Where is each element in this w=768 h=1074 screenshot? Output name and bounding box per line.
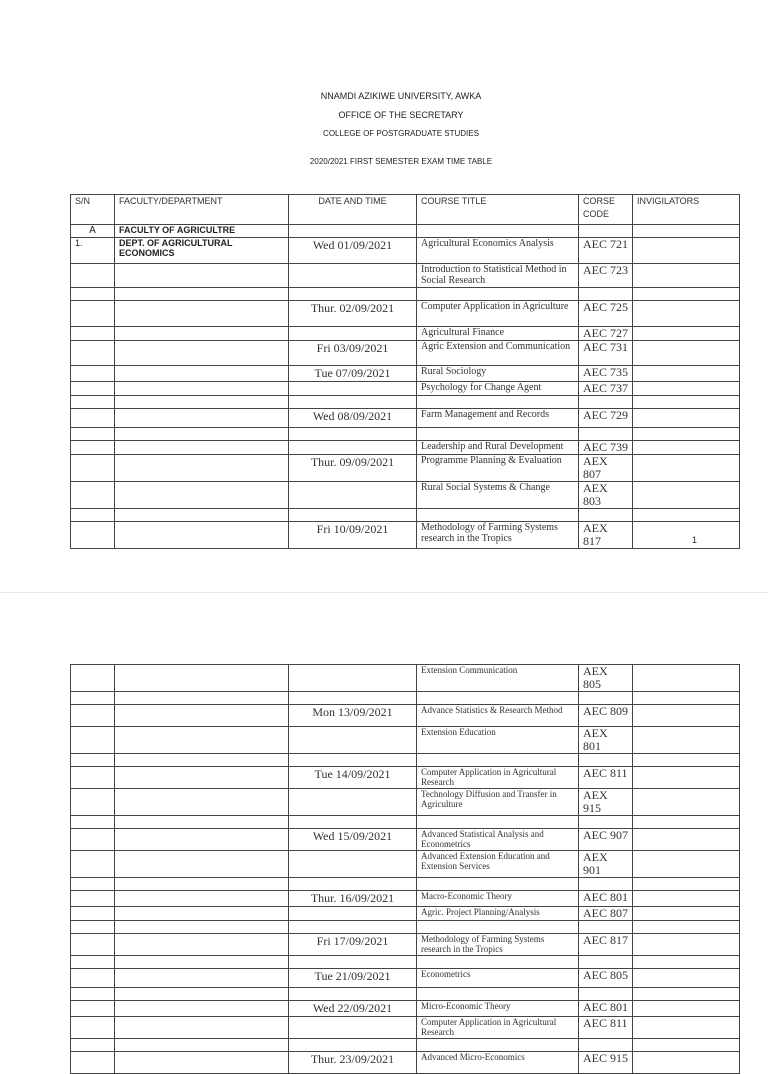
faculty-cell [115,767,289,789]
header-date: DATE AND TIME [289,195,417,225]
date-cell: Wed 08/09/2021 [289,409,417,428]
serial-number-cell [71,301,115,327]
course-code-cell: AEC 807 [579,907,633,921]
date-cell [289,754,417,767]
invigilator-cell [633,934,740,956]
course-code-cell [579,1039,633,1052]
date-cell: Thur. 02/09/2021 [289,301,417,327]
date-cell [289,482,417,509]
date-cell [289,382,417,396]
table-row [71,767,740,789]
date-cell: Wed 22/09/2021 [289,1001,417,1017]
course-code-cell: AEC 801 [579,1001,633,1017]
invigilator-cell [633,327,740,341]
course-title-cell: Computer Application in Agriculture [417,301,579,327]
course-code-cell [579,956,633,969]
serial-number-cell [71,509,115,522]
date-cell: Thur. 09/09/2021 [289,455,417,482]
faculty-cell [115,934,289,956]
invigilator-cell [633,366,740,382]
table-row [71,225,740,238]
serial-number-cell [71,789,115,816]
course-code-cell: AEX 805 [579,665,633,692]
course-code-cell: AEX 807 [579,455,633,482]
serial-number-cell [71,727,115,754]
course-title-cell: Agricultural Finance [417,327,579,341]
date-cell: Thur. 23/09/2021 [289,1052,417,1074]
invigilator-cell [633,509,740,522]
invigilator-cell [633,341,740,366]
invigilator-cell [633,382,740,396]
course-title-cell: Advance Statistics & Research Method [417,705,579,727]
invigilator-cell [633,891,740,907]
serial-number-cell [71,382,115,396]
table-row [71,1039,740,1052]
invigilator-cell [633,921,740,934]
timetable-title: 2020/2021 FIRST SEMESTER EXAM TIME TABLE [309,157,493,166]
faculty-cell [115,409,289,428]
faculty-cell [115,727,289,754]
date-cell: Wed 01/09/2021 [289,238,417,264]
table-row [71,878,740,891]
office-name: OFFICE OF THE SECRETARY [338,110,464,120]
serial-number-cell [71,1052,115,1074]
date-cell [289,225,417,238]
date-cell [289,264,417,288]
serial-number-cell [71,341,115,366]
header-invigilators: INVIGILATORS [633,195,740,225]
university-name: NNAMDI AZIKIWE UNIVERSITY, AWKA [320,91,482,101]
table-row [71,327,740,341]
faculty-cell [115,665,289,692]
exam-timetable-page-1 [70,194,740,549]
course-title-cell [417,988,579,1001]
serial-number-cell [71,1017,115,1039]
course-code-cell [579,225,633,238]
date-cell [289,396,417,409]
invigilator-cell [633,482,740,509]
invigilator-cell [633,988,740,1001]
serial-number-cell [71,878,115,891]
course-title-cell: Leadership and Rural Development [417,441,579,455]
course-title-cell: Agric. Project Planning/Analysis [417,907,579,921]
date-cell: Fri 03/09/2021 [289,341,417,366]
course-code-cell [579,921,633,934]
course-code-cell [579,816,633,829]
date-cell [289,851,417,878]
course-code-cell [579,396,633,409]
table-row [71,692,740,705]
table-row [71,509,740,522]
course-title-cell: Advanced Statistical Analysis and Econometrics [417,829,579,851]
course-title-cell [417,396,579,409]
header-sn: S/N [71,195,115,225]
table-row [71,238,740,264]
course-code-cell [579,988,633,1001]
table-row [71,851,740,878]
date-cell [289,789,417,816]
date-cell: Mon 13/09/2021 [289,705,417,727]
table-row [71,816,740,829]
invigilator-cell [633,969,740,988]
faculty-cell [115,1052,289,1074]
table-row [71,907,740,921]
serial-number-cell [71,264,115,288]
serial-number-cell [71,409,115,428]
date-cell [289,907,417,921]
table-row [71,789,740,816]
course-title-cell: Computer Application in Agricultural Research [417,767,579,789]
course-code-cell: AEC 811 [579,767,633,789]
faculty-cell [115,396,289,409]
faculty-cell [115,829,289,851]
course-code-cell: AEC 805 [579,969,633,988]
course-code-cell: AEC 801 [579,891,633,907]
course-title-cell [417,225,579,238]
date-cell [289,288,417,301]
date-cell: Tue 21/09/2021 [289,969,417,988]
faculty-cell [115,288,289,301]
invigilator-cell [633,789,740,816]
faculty-cell [115,301,289,327]
serial-number-cell [71,988,115,1001]
course-code-cell: AEC 915 [579,1052,633,1074]
table-row [71,396,740,409]
invigilator-cell [633,754,740,767]
table-row [71,727,740,754]
table-row [71,301,740,327]
course-title-cell [417,692,579,705]
invigilator-cell [633,816,740,829]
faculty-cell [115,956,289,969]
faculty-cell [115,482,289,509]
header-course-title: COURSE TITLE [417,195,579,225]
table-row [71,891,740,907]
invigilator-cell [633,705,740,727]
table-row [71,341,740,366]
serial-number-cell [71,956,115,969]
faculty-cell [115,921,289,934]
invigilator-cell [633,692,740,705]
faculty-cell [115,878,289,891]
table-row [71,522,740,549]
faculty-cell [115,382,289,396]
table-row [71,988,740,1001]
course-title-cell: Extension Education [417,727,579,754]
table-row [71,409,740,428]
course-title-cell: Agricultural Economics Analysis [417,238,579,264]
serial-number-cell [71,482,115,509]
table-row [71,969,740,988]
faculty-cell [115,1039,289,1052]
faculty-cell [115,969,289,988]
table-row [71,921,740,934]
date-cell: Tue 14/09/2021 [289,767,417,789]
serial-number-cell [71,455,115,482]
invigilator-cell [633,851,740,878]
course-code-cell: AEC 725 [579,301,633,327]
course-title-cell: Psychology for Change Agent [417,382,579,396]
faculty-cell [115,1017,289,1039]
date-cell: Fri 17/09/2021 [289,934,417,956]
date-cell [289,816,417,829]
table-row [71,366,740,382]
table-row [71,754,740,767]
invigilator-cell [633,264,740,288]
course-code-cell: AEC 735 [579,366,633,382]
course-code-cell: AEX 817 [579,522,633,549]
course-code-cell: AEC 729 [579,409,633,428]
date-cell [289,1039,417,1052]
invigilator-cell [633,409,740,428]
date-cell: Tue 07/09/2021 [289,366,417,382]
table-row [71,382,740,396]
serial-number-cell [71,934,115,956]
serial-number-cell [71,907,115,921]
serial-number-cell [71,1001,115,1017]
serial-number-cell [71,705,115,727]
course-title-cell [417,1039,579,1052]
course-title-cell [417,816,579,829]
course-title-cell: Extension Communication [417,665,579,692]
serial-number-cell [71,921,115,934]
faculty-cell [115,509,289,522]
faculty-cell [115,264,289,288]
course-title-cell [417,921,579,934]
faculty-cell [115,907,289,921]
invigilator-cell [633,1039,740,1052]
date-cell [289,921,417,934]
table-row [71,264,740,288]
course-title-cell: Advanced Extension Education and Extension Services [417,851,579,878]
date-cell [289,956,417,969]
date-cell [289,441,417,455]
serial-number-cell [71,428,115,441]
invigilator-cell [633,301,740,327]
invigilator-cell [633,288,740,301]
table-row [71,665,740,692]
course-code-cell [579,878,633,891]
document-page-2 [0,592,768,1066]
exam-timetable-page-2 [70,664,740,1074]
table-row [71,1017,740,1039]
invigilator-cell [633,878,740,891]
table-header-row [71,195,740,225]
course-code-cell: AEC 811 [579,1017,633,1039]
course-title-cell: Technology Diffusion and Transfer in Agriculture [417,789,579,816]
serial-number-cell [71,522,115,549]
serial-number-cell [71,891,115,907]
course-code-cell: AEX 901 [579,851,633,878]
faculty-cell [115,341,289,366]
faculty-cell: FACULTY OF AGRICULTRE [115,225,289,238]
course-title-cell: Macro-Economic Theory [417,891,579,907]
invigilator-cell [633,767,740,789]
invigilator-cell [633,727,740,754]
serial-number-cell [71,767,115,789]
serial-number-cell [71,327,115,341]
serial-number-cell [71,1039,115,1052]
date-cell [289,327,417,341]
date-cell [289,665,417,692]
table-row [71,441,740,455]
course-code-cell: AEC 731 [579,341,633,366]
serial-number-cell [71,829,115,851]
faculty-cell [115,851,289,878]
course-title-cell: Methodology of Farming Systems research in the Tropics [417,934,579,956]
faculty-cell [115,327,289,341]
invigilator-cell [633,522,740,549]
course-code-cell [579,754,633,767]
invigilator-cell [633,1052,740,1074]
course-title-cell: Econometrics [417,969,579,988]
serial-number-cell [71,441,115,455]
course-title-cell: Advanced Micro-Economics [417,1052,579,1074]
date-cell [289,988,417,1001]
invigilator-cell [633,956,740,969]
course-code-cell: AEC 817 [579,934,633,956]
course-title-cell: Agric Extension and Communication [417,341,579,366]
course-title-cell: Programme Planning & Evaluation [417,455,579,482]
invigilator-cell [633,1017,740,1039]
course-code-cell: AEX 915 [579,789,633,816]
serial-number-cell [71,692,115,705]
table-row [71,934,740,956]
course-title-cell: Micro-Economic Theory [417,1001,579,1017]
table-row [71,956,740,969]
invigilator-cell [633,238,740,264]
table-row [71,482,740,509]
date-cell [289,692,417,705]
invigilator-cell [633,428,740,441]
course-code-cell: AEX 803 [579,482,633,509]
page-number: 1 [692,535,698,545]
course-title-cell [417,509,579,522]
serial-number-cell [71,366,115,382]
faculty-cell [115,428,289,441]
faculty-cell [115,455,289,482]
faculty-cell [115,754,289,767]
serial-number-cell [71,288,115,301]
course-title-cell [417,428,579,441]
course-code-cell: AEC 739 [579,441,633,455]
course-code-cell: AEC 907 [579,829,633,851]
invigilator-cell [633,665,740,692]
course-title-cell: Farm Management and Records [417,409,579,428]
course-code-cell [579,428,633,441]
date-cell [289,727,417,754]
college-name: COLLEGE OF POSTGRADUATE STUDIES [323,129,479,138]
invigilator-cell [633,829,740,851]
faculty-cell [115,522,289,549]
invigilator-cell [633,396,740,409]
invigilator-cell [633,455,740,482]
faculty-cell [115,816,289,829]
table-row [71,455,740,482]
course-title-cell [417,754,579,767]
header-faculty: FACULTY/DEPARTMENT [115,195,289,225]
course-code-cell: AEC 737 [579,382,633,396]
table-row [71,1052,740,1074]
date-cell [289,428,417,441]
date-cell [289,1017,417,1039]
faculty-cell [115,988,289,1001]
table-row [71,829,740,851]
invigilator-cell [633,225,740,238]
date-cell [289,878,417,891]
course-code-cell: AEC 727 [579,327,633,341]
serial-number-cell [71,816,115,829]
course-code-cell: AEC 723 [579,264,633,288]
course-title-cell [417,288,579,301]
course-title-cell: Methodology of Farming Systems research in the Tropics [417,522,579,549]
faculty-cell [115,789,289,816]
course-title-cell: Rural Sociology [417,366,579,382]
table-row [71,1001,740,1017]
date-cell [289,509,417,522]
faculty-cell [115,1001,289,1017]
date-cell: Thur. 16/09/2021 [289,891,417,907]
header-course-code: CORSE CODE [579,195,633,225]
date-cell: Wed 15/09/2021 [289,829,417,851]
course-title-cell: Introduction to Statistical Method in Social Research [417,264,579,288]
course-code-cell [579,692,633,705]
serial-number-cell [71,851,115,878]
course-code-cell [579,288,633,301]
serial-number-cell [71,665,115,692]
faculty-cell [115,692,289,705]
invigilator-cell [633,441,740,455]
serial-number-cell [71,969,115,988]
course-code-cell: AEC 809 [579,705,633,727]
serial-number-cell [71,754,115,767]
serial-number-cell: 1. [71,238,115,264]
course-code-cell: AEC 721 [579,238,633,264]
invigilator-cell [633,907,740,921]
course-title-cell: Computer Application in Agricultural Research [417,1017,579,1039]
serial-number-cell: A [71,225,115,238]
invigilator-cell [633,1001,740,1017]
table-row [71,288,740,301]
course-code-cell [579,509,633,522]
date-cell: Fri 10/09/2021 [289,522,417,549]
course-title-cell: Rural Social Systems & Change [417,482,579,509]
faculty-cell [115,891,289,907]
faculty-cell [115,366,289,382]
serial-number-cell [71,396,115,409]
course-title-cell [417,956,579,969]
table-row [71,705,740,727]
faculty-cell [115,705,289,727]
table-row [71,428,740,441]
faculty-cell [115,441,289,455]
faculty-cell: DEPT. OF AGRICULTURAL ECONOMICS [115,238,289,264]
course-title-cell [417,878,579,891]
course-code-cell: AEX 801 [579,727,633,754]
